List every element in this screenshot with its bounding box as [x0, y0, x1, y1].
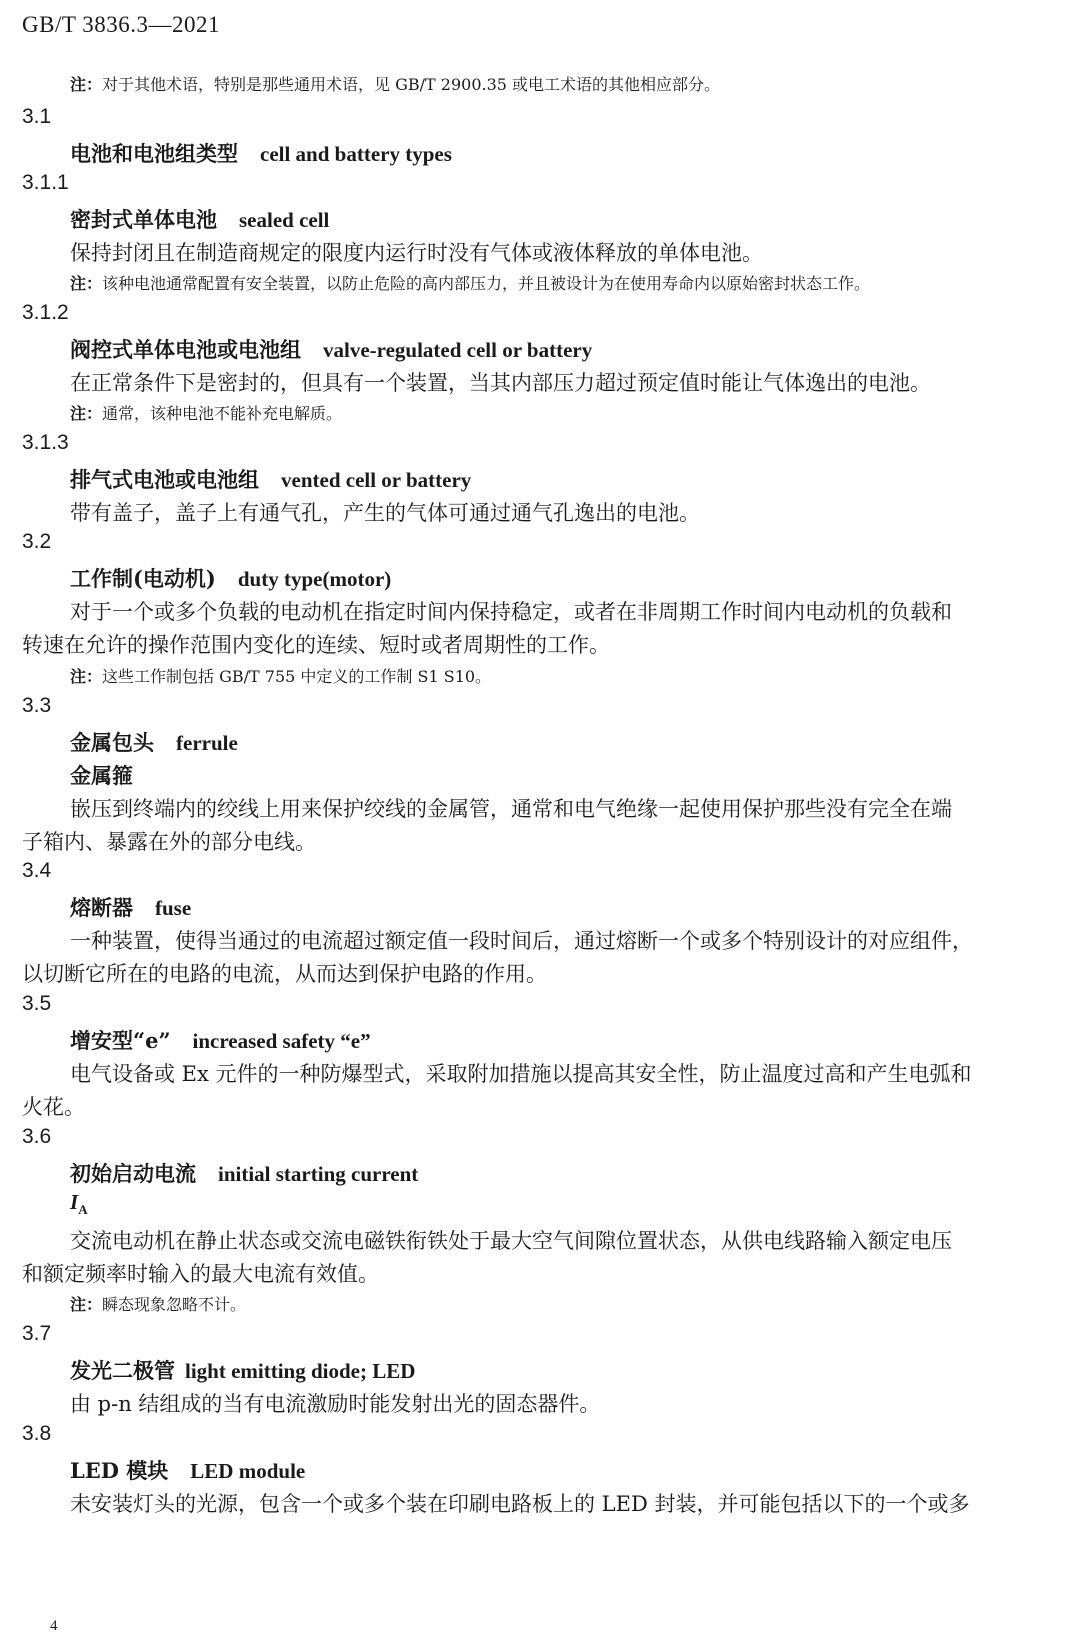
- definition-3-3-line-2: 子箱内、暴露在外的部分电线。: [22, 830, 316, 854]
- note-3-2: [70, 664, 491, 687]
- term-zh: 阀控式单体电池或电池组: [70, 337, 301, 362]
- definition-3-3-line-1: 嵌压到终端内的绞线上用来保护绞线的金属管，通常和电气绝缘一起使用保护那些没有完全在端: [70, 797, 952, 821]
- symbol-3-6: [70, 1190, 88, 1218]
- clause-number-3-3: 3.3: [22, 694, 52, 717]
- note-3-6: [70, 1292, 246, 1315]
- term-en: light emitting diode; LED: [185, 1359, 416, 1383]
- term-zh: 金属包头: [70, 730, 154, 755]
- definition-3-2-line-2: 转速在允许的操作范围内变化的连续、短时或者周期性的工作。: [22, 633, 610, 657]
- clause-number-3-5: 3.5: [22, 992, 52, 1015]
- term-en: initial starting current: [218, 1162, 419, 1186]
- definition-3-1-1: 保持封闭且在制造商规定的限度内运行时没有气体或液体释放的单体电池。: [70, 241, 763, 265]
- term-en: sealed cell: [239, 208, 330, 232]
- term-3-1: [70, 138, 452, 168]
- note-3-1-1: [70, 271, 870, 294]
- note-label: 注：: [70, 274, 103, 293]
- standard-header: GB/T 3836.3—2021: [22, 12, 220, 37]
- term-zh: 熔断器: [70, 895, 133, 920]
- term-3-1-3: [70, 464, 471, 494]
- definition-3-6-line-2: 和额定频率时输入的最大电流有效值。: [22, 1262, 379, 1286]
- clause-number-3-8: 3.8: [22, 1422, 52, 1445]
- clause-number-3-6: 3.6: [22, 1125, 52, 1148]
- term-zh: 增安型“e”: [70, 1028, 171, 1053]
- term-3-3: [70, 727, 238, 757]
- term-zh: 发光二极管: [70, 1358, 175, 1383]
- definition-3-5-line-1: 电气设备或 Ex 元件的一种防爆型式，采取附加措施以提高其安全性，防止温度过高和产生电弧和: [70, 1062, 972, 1086]
- note-text: 瞬态现象忽略不计。: [102, 1295, 247, 1314]
- clause-number-3-7: 3.7: [22, 1322, 52, 1345]
- definition-3-4-line-1: 一种装置，使得当通过的电流超过额定值一段时间后，通过熔断一个或多个特别设计的对应组件，: [70, 929, 973, 953]
- term-zh: 初始启动电流: [70, 1161, 196, 1186]
- note-text: 对于其他术语，特别是那些通用术语，见 GB/T 2900.35 或电工术语的其他相应部分。: [102, 75, 721, 94]
- term-en: LED module: [190, 1459, 306, 1483]
- term-3-3-admitted: 金属箍: [70, 763, 133, 788]
- intro-note: [70, 72, 720, 95]
- term-en: cell and battery types: [260, 142, 452, 166]
- clause-number-3-2: 3.2: [22, 530, 52, 553]
- clause-number-3-1-3: 3.1.3: [22, 431, 69, 454]
- clause-number-3-1-1: 3.1.1: [22, 171, 69, 194]
- term-3-8: [70, 1455, 305, 1485]
- term-3-7: [70, 1355, 415, 1385]
- definition-3-8: 未安装灯头的光源，包含一个或多个装在印刷电路板上的 LED 封装，并可能包括以下的一个或多: [70, 1492, 970, 1516]
- note-label: 注：: [70, 75, 103, 94]
- term-en: vented cell or battery: [281, 468, 472, 492]
- term-en: ferrule: [176, 731, 238, 755]
- term-3-4: [70, 892, 191, 922]
- term-en: fuse: [155, 896, 192, 920]
- term-zh: 密封式单体电池: [70, 207, 217, 232]
- term-3-1-1: [70, 204, 329, 234]
- term-zh: 工作制(电动机): [70, 566, 216, 591]
- term-3-6: [70, 1158, 418, 1188]
- definition-3-2-line-1: 对于一个或多个负载的电动机在指定时间内保持稳定，或者在非周期工作时间内电动机的负载和: [70, 600, 952, 624]
- term-3-2: [70, 563, 391, 593]
- note-label: 注：: [70, 1295, 103, 1314]
- definition-3-1-3: 带有盖子，盖子上有通气孔，产生的气体可通过通气孔逸出的电池。: [70, 501, 700, 525]
- term-3-1-2: [70, 334, 592, 364]
- term-zh: LED 模块: [70, 1458, 169, 1483]
- clause-number-3-4: 3.4: [22, 859, 52, 882]
- term-3-5: [70, 1025, 371, 1055]
- symbol-main: I: [70, 1190, 79, 1214]
- clause-number-3-1: 3.1: [22, 105, 52, 128]
- definition-3-6-line-1: 交流电动机在静止状态或交流电磁铁衔铁处于最大空气间隙位置状态，从供电线路输入额定电压: [70, 1229, 952, 1253]
- page-number: 4: [50, 1618, 58, 1634]
- note-text: 通常，该种电池不能补充电解质。: [102, 404, 343, 423]
- note-text: 该种电池通常配置有安全装置，以防止危险的高内部压力，并且被设计为在使用寿命内以原始密封状态工作。: [102, 274, 871, 293]
- note-label: 注：: [70, 404, 103, 423]
- term-zh: 排气式电池或电池组: [70, 467, 259, 492]
- note-label: 注：: [70, 667, 103, 686]
- definition-3-4-line-2: 以切断它所在的电路的电流，从而达到保护电路的作用。: [22, 962, 547, 986]
- note-text: 这些工作制包括 GB/T 755 中定义的工作制 S1 S10。: [102, 667, 492, 686]
- term-zh: 电池和电池组类型: [70, 141, 238, 166]
- term-en: duty type(motor): [237, 567, 392, 591]
- symbol-subscript: A: [78, 1202, 88, 1218]
- definition-3-1-2: 在正常条件下是密封的，但具有一个装置，当其内部压力超过预定值时能让气体逸出的电池。: [70, 371, 931, 395]
- term-en: increased safety “e”: [192, 1029, 371, 1053]
- term-en: valve-regulated cell or battery: [323, 338, 593, 362]
- definition-3-7: 由 p-n 结组成的当有电流激励时能发射出光的固态器件。: [70, 1392, 601, 1416]
- note-3-1-2: [70, 401, 342, 424]
- clause-number-3-1-2: 3.1.2: [22, 301, 69, 324]
- definition-3-5-line-2: 火花。: [22, 1095, 85, 1119]
